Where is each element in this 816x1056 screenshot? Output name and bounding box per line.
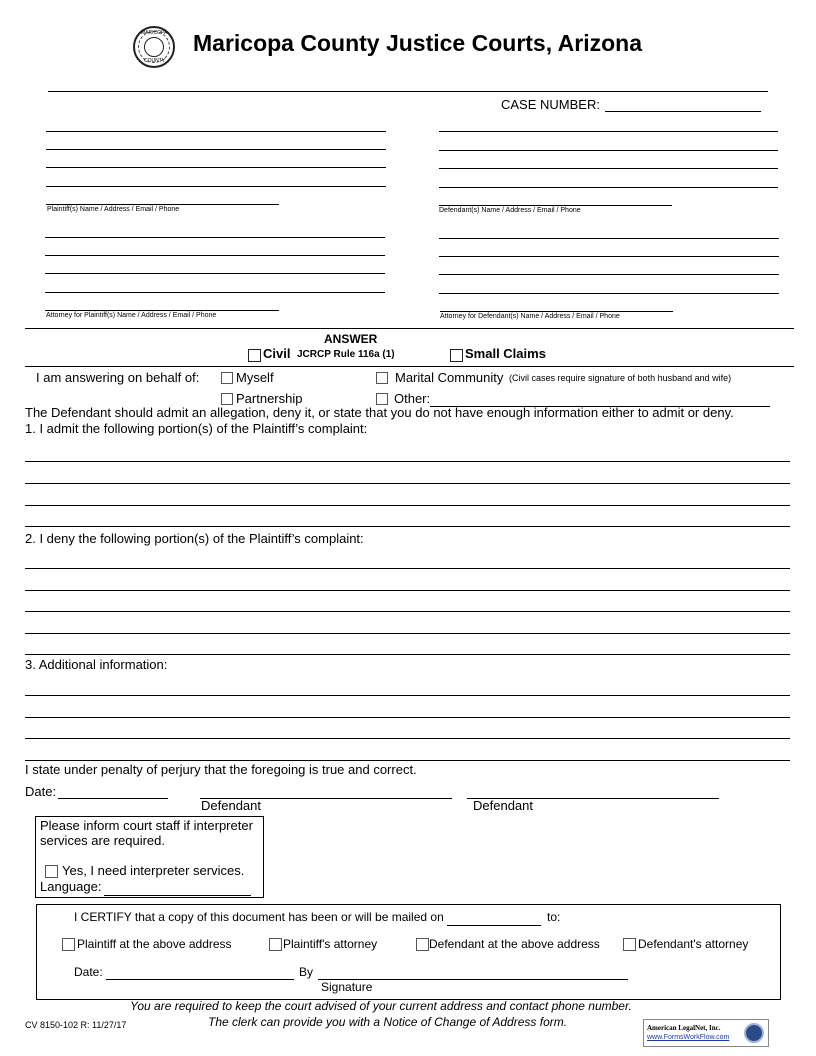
section-1-heading: 1. I admit the following portion(s) of the Plaintiff’s complaint: (25, 421, 368, 436)
publisher-url[interactable]: www.FormsWorkFlow.com (647, 1034, 730, 1041)
section-1-line[interactable] (25, 526, 790, 527)
section-1-line[interactable] (25, 505, 790, 506)
county-seal (133, 26, 175, 68)
defendant-attorney-line[interactable] (440, 311, 673, 312)
instructions-text: The Defendant should admit an allegation, deny it, or state that you do not have enough information either to admit or deny. (25, 405, 734, 420)
civil-checkbox[interactable] (248, 349, 261, 362)
cert-date-label: Date: (74, 965, 103, 979)
cert-date-field[interactable] (106, 979, 294, 980)
section-3-line[interactable] (25, 717, 790, 718)
plaintiff-line[interactable] (46, 131, 386, 132)
section-1-line[interactable] (25, 461, 790, 462)
answer-heading: ANSWER (324, 332, 378, 346)
defendant-line[interactable] (439, 168, 778, 169)
defendant-attorney-line[interactable] (439, 256, 779, 257)
myself-checkbox[interactable] (221, 372, 233, 384)
footer-notice-1: You are required to keep the court advised of your current address and contact phone number. (130, 999, 632, 1013)
plaintiff-line[interactable] (46, 167, 386, 168)
plaintiff-line[interactable] (46, 149, 386, 150)
globe-icon (744, 1023, 764, 1043)
plaintiff-attorney-line[interactable] (45, 255, 385, 256)
certify-text: I CERTIFY that a copy of this document has been or will be mailed on (74, 910, 444, 924)
plaintiff-line[interactable] (46, 204, 279, 205)
section-2-line[interactable] (25, 633, 790, 634)
cert-plaintiff-attorney-checkbox[interactable] (269, 938, 282, 951)
certify-to-label: to: (547, 910, 561, 924)
cert-signature-label: Signature (321, 980, 373, 994)
plaintiff-attorney-line[interactable] (45, 273, 385, 274)
defendant-attorney-line[interactable] (439, 293, 779, 294)
plaintiff-attorney-line[interactable] (45, 237, 385, 238)
section-3-line[interactable] (25, 760, 790, 761)
cert-by-label: By (299, 965, 314, 979)
plaintiff-attorney-line[interactable] (45, 292, 385, 293)
defendant-attorney-label: Attorney for Defendant(s) Name / Address / Email / Phone (440, 313, 620, 320)
date-field[interactable] (58, 798, 168, 799)
section-2-heading: 2. I deny the following portion(s) of the Plaintiff’s complaint: (25, 531, 364, 546)
defendant-attorney-line[interactable] (439, 274, 779, 275)
section-3-heading: 3. Additional information: (25, 657, 168, 672)
plaintiff-attorney-label: Attorney for Plaintiff(s) Name / Address / Email / Phone (46, 312, 217, 319)
section-2-line[interactable] (25, 590, 790, 591)
case-number-label: CASE NUMBER: (501, 97, 600, 112)
defendant-attorney-line[interactable] (439, 238, 779, 239)
form-code: CV 8150-102 R: 11/27/17 (25, 1020, 127, 1030)
marital-label: Marital Community (395, 370, 504, 385)
case-number-field[interactable] (605, 111, 761, 112)
plaintiff-attorney-line[interactable] (45, 310, 279, 311)
plaintiff-label: Plaintiff(s) Name / Address / Email / Phone (47, 206, 180, 213)
defendant-signature-label-1: Defendant (201, 798, 261, 813)
interpreter-option-label: Yes, I need interpreter services. (62, 863, 245, 878)
section-1-line[interactable] (25, 483, 790, 484)
marital-checkbox[interactable] (376, 372, 388, 384)
other-field[interactable] (430, 406, 770, 407)
cert-defendant-label: Defendant at the above address (429, 937, 600, 951)
cert-plaintiff-checkbox[interactable] (62, 938, 75, 951)
section-2-line[interactable] (25, 568, 790, 569)
defendant-line[interactable] (439, 187, 778, 188)
marital-note: (Civil cases require signature of both husband and wife) (509, 373, 732, 383)
rule-label: JCRCP Rule 116a (1) (297, 349, 395, 360)
small-claims-label: Small Claims (465, 346, 546, 361)
behalf-label: I am answering on behalf of: (36, 370, 200, 385)
cert-plaintiff-label: Plaintiff at the above address (77, 937, 232, 951)
page-title: Maricopa County Justice Courts, Arizona (193, 30, 642, 56)
section-3-line[interactable] (25, 695, 790, 696)
footer-notice-2: The clerk can provide you with a Notice of Change of Address form. (208, 1015, 568, 1029)
partnership-checkbox[interactable] (221, 393, 233, 405)
cert-defendant-attorney-label: Defendant's attorney (638, 937, 749, 951)
seal-top-text: MARICOPA (141, 30, 168, 36)
section-2-line[interactable] (25, 654, 790, 655)
perjury-statement: I state under penalty of perjury that the foregoing is true and correct. (25, 762, 417, 777)
plaintiff-line[interactable] (46, 186, 386, 187)
interpreter-checkbox[interactable] (45, 865, 58, 878)
small-claims-checkbox[interactable] (450, 349, 463, 362)
publisher-logo (643, 1019, 769, 1047)
cert-plaintiff-attorney-label: Plaintiff's attorney (283, 937, 378, 951)
section-3-line[interactable] (25, 738, 790, 739)
language-field[interactable] (104, 895, 251, 896)
interpreter-line-1: Please inform court staff if interpreter (40, 818, 253, 833)
defendant-line[interactable] (439, 150, 778, 151)
interpreter-line-2: services are required. (40, 833, 165, 848)
defendant-signature-label-2: Defendant (473, 798, 533, 813)
defendant-line[interactable] (439, 131, 778, 132)
defendant-line[interactable] (439, 205, 672, 206)
cert-defendant-checkbox[interactable] (416, 938, 429, 951)
language-label: Language: (40, 879, 102, 894)
publisher-name: American LegalNet, Inc. (647, 1024, 721, 1032)
section-2-line[interactable] (25, 611, 790, 612)
seal-bottom-text: COUNTY (144, 58, 166, 64)
mailed-date-field[interactable] (447, 925, 541, 926)
partnership-label: Partnership (236, 391, 303, 406)
other-checkbox[interactable] (376, 393, 388, 405)
defendant-label: Defendant(s) Name / Address / Email / Phone (439, 207, 581, 214)
cert-defendant-attorney-checkbox[interactable] (623, 938, 636, 951)
other-label: Other: (394, 391, 431, 406)
date-label: Date: (25, 784, 57, 799)
civil-label: Civil (263, 346, 291, 361)
myself-label: Myself (236, 370, 274, 385)
